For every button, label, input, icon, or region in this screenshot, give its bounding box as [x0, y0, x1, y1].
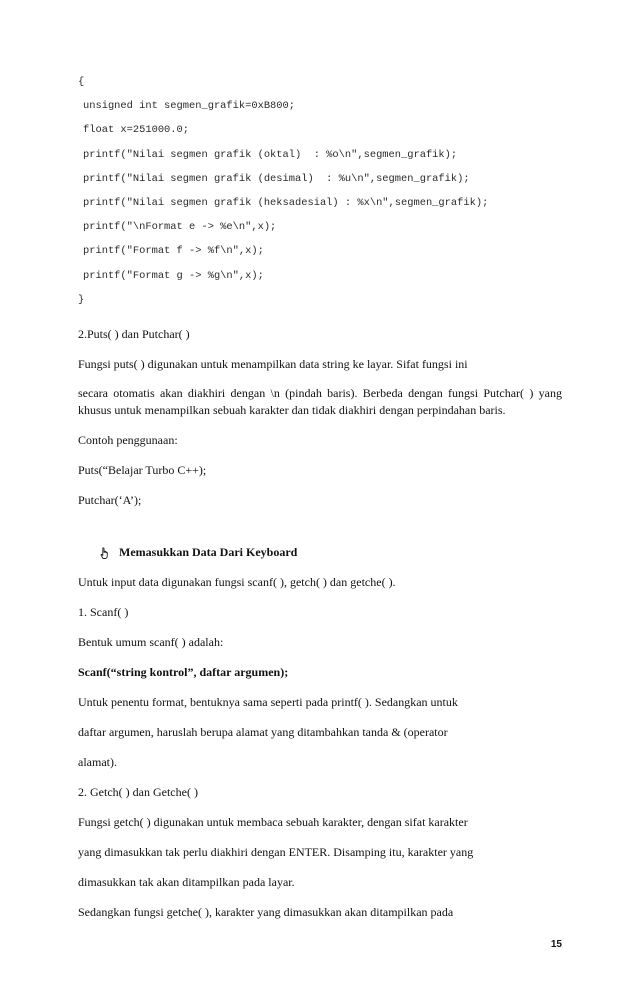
code-line: { — [78, 76, 85, 88]
paragraph: secara otomatis akan diakhiri dengan \n (pindah baris). Berbeda dengan fungsi Putchar( ) yang khusus untuk menampilkan sebuah karakter dan tidak diakhiri dengan perpindahan baris. — [78, 386, 562, 417]
paragraph: Bentuk umum scanf( ) adalah: — [78, 635, 224, 649]
code-line: printf("\nFormat e -> %e\n",x); — [83, 221, 277, 234]
section-title: 2.Puts( ) dan Putchar( ) — [78, 327, 190, 341]
paragraph: Fungsi puts( ) digunakan untuk menampilkan data string ke layar. Sifat fungsi ini — [78, 357, 468, 371]
paragraph: Untuk penentu format, bentuknya sama seperti pada printf( ). Sedangkan untuk — [78, 695, 458, 709]
paragraph: daftar argumen, haruslah berupa alamat yang ditambahkan tanda & (operator — [78, 725, 448, 739]
code-line: printf("Nilai segmen grafik (desimal) : %u\n",segmen_grafik); — [83, 172, 470, 185]
paragraph: alamat). — [78, 755, 117, 769]
pointing-hand-icon — [97, 546, 111, 560]
example-code: Putchar(‘A’); — [78, 493, 142, 507]
code-line: printf("Format f -> %f\n",x); — [83, 245, 264, 258]
body-text — [78, 326, 562, 934]
page-number: 15 — [550, 939, 562, 950]
example-code: Puts(“Belajar Turbo C++); — [78, 463, 207, 477]
code-line: unsigned int segmen_grafik=0xB800; — [83, 100, 296, 113]
paragraph: Fungsi getch( ) digunakan untuk membaca sebuah karakter, dengan sifat karakter — [78, 815, 468, 829]
paragraph: dimasukkan tak akan ditampilkan pada layar. — [78, 875, 295, 889]
code-block — [78, 70, 578, 312]
code-line: float x=251000.0; — [83, 124, 190, 137]
paragraph: yang dimasukkan tak perlu diakhiri dengan ENTER. Disamping itu, karakter yang — [78, 845, 474, 859]
code-line: printf("Format g -> %g\n",x); — [83, 269, 264, 282]
syntax-form: Scanf(“string kontrol”, daftar argumen); — [78, 665, 289, 679]
section-heading — [78, 544, 562, 561]
code-line: } — [78, 293, 85, 306]
paragraph: Sedangkan fungsi getche( ), karakter yang dimasukkan akan ditampilkan pada — [78, 905, 454, 919]
section-heading-text: Memasukkan Data Dari Keyboard — [119, 545, 298, 559]
example-label: Contoh penggunaan: — [78, 433, 178, 447]
list-item: 1. Scanf( ) — [78, 605, 129, 619]
code-line: printf("Nilai segmen grafik (heksadesial) : %x\n",segmen_grafik); — [83, 197, 489, 210]
code-line: printf("Nilai segmen grafik (oktal) : %o\n",segmen_grafik); — [83, 148, 458, 161]
list-item: 2. Getch( ) dan Getche( ) — [78, 785, 198, 799]
paragraph: Untuk input data digunakan fungsi scanf( ), getch( ) dan getche( ). — [78, 575, 396, 589]
